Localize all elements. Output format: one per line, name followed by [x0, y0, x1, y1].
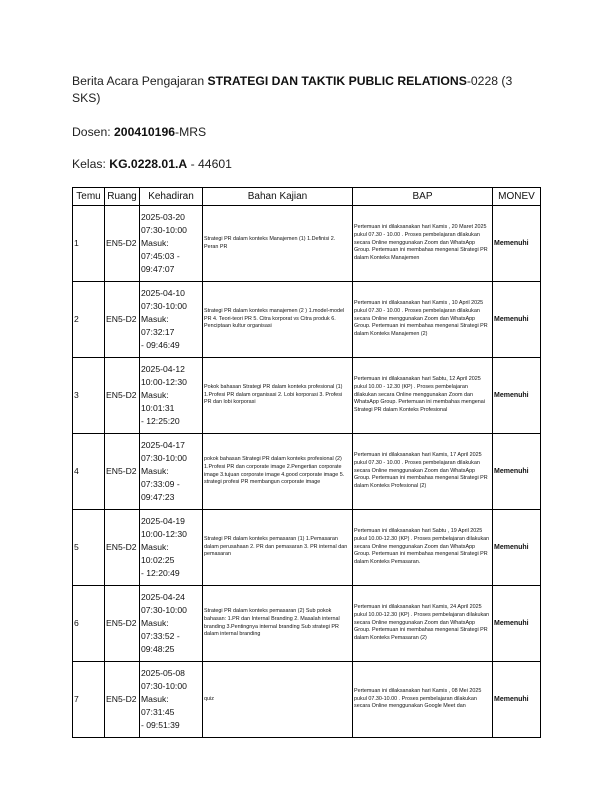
- temu-cell: 2: [73, 282, 105, 358]
- bahan-kajian-cell: quiz: [203, 662, 353, 738]
- kehadiran-line: 07:30-10:00: [141, 453, 187, 463]
- kehadiran-line: - 09:46:49: [141, 340, 180, 350]
- dosen-label: Dosen:: [72, 125, 115, 139]
- course-name: STRATEGI DAN TAKTIK PUBLIC RELATIONS: [207, 74, 467, 88]
- bap-cell: Pertemuan ini dilaksanakan hari Kamis , 08 Mei 2025 pukul 07.30-10.00 . Proses pembelajaran dilakukan secara Online menggunakan Google Meet dan: [353, 662, 493, 738]
- kehadiran-line: 10:00-12:30: [141, 377, 187, 387]
- table-row: [73, 206, 541, 282]
- temu-cell: 6: [73, 586, 105, 662]
- ruang-cell: EN5-D2: [105, 206, 140, 282]
- col-bap: BAP: [353, 188, 493, 206]
- kehadiran-cell: [140, 662, 203, 738]
- kelas-code: KG.0228.01.A: [109, 157, 188, 171]
- kehadiran-line: - 12:25:20: [141, 416, 180, 426]
- temu-cell: 7: [73, 662, 105, 738]
- kehadiran-cell: [140, 206, 203, 282]
- kehadiran-line: Masuk: 07:31:45: [141, 694, 175, 717]
- kehadiran-line: 2025-04-10: [141, 288, 185, 298]
- kehadiran-line: 07:30-10:00: [141, 301, 187, 311]
- kehadiran-line: 2025-03-20: [141, 212, 185, 222]
- ruang-cell: EN5-D2: [105, 358, 140, 434]
- kehadiran-line: Masuk: 07:32:17: [141, 314, 175, 337]
- ruang-cell: EN5-D2: [105, 282, 140, 358]
- monev-cell: Memenuhi: [493, 510, 541, 586]
- table-header-row: [73, 188, 541, 206]
- bahan-kajian-cell: Strategi PR dalam konteks pemasaran (2) Sub pokok bahasan: 1.PR dan Internal Branding 2. Masalah internal branding 3.Pentingnya internal branding Sub strategi PR dalam internal branding: [203, 586, 353, 662]
- bahan-kajian-cell: Strategi PR dalam konteks pemasaran (1) 1.Pemasaran dalam perusahaan 2. PR dan pemasaran 3. PR internal dan pemasaran: [203, 510, 353, 586]
- kehadiran-cell: [140, 434, 203, 510]
- monev-cell: Memenuhi: [493, 358, 541, 434]
- monev-cell: Memenuhi: [493, 434, 541, 510]
- kehadiran-cell: [140, 586, 203, 662]
- lecturer-line: [72, 124, 206, 141]
- page-title: [72, 73, 542, 107]
- bahan-kajian-cell: pokok bahasan Strategi PR dalam konteks profesional (2) 1.Profesi PR dan corporate image 2.Pengertian corporate image 3.tujuan corporate image 4.good corporate image 5. strategi profesi PR membangun corporate image: [203, 434, 353, 510]
- kehadiran-line: 07:30-10:00: [141, 681, 187, 691]
- ruang-cell: EN5-D2: [105, 434, 140, 510]
- kehadiran-line: 07:45:03 -: [141, 251, 180, 261]
- course-code: -0228 (3 SKS): [72, 74, 513, 105]
- monev-cell: Memenuhi: [493, 206, 541, 282]
- teaching-report-table: [72, 187, 541, 738]
- dosen-id: 200410196: [114, 125, 176, 139]
- kehadiran-line: Masuk: 10:01:31: [141, 390, 175, 413]
- kehadiran-line: 09:47:07: [141, 264, 175, 274]
- ruang-cell: EN5-D2: [105, 586, 140, 662]
- kelas-label: Kelas:: [72, 157, 110, 171]
- monev-cell: Memenuhi: [493, 282, 541, 358]
- bap-cell: Pertemuan ini dilaksanakan hari Sabtu , 19 April 2025 pukul 10.00-12.30 (KP) . Proses pembelajaran dilakukan secara Online menggunakan Zoom dan WhatsApp Group. Pertemuan ini membahas mengenai Strategi PR dalam Konteks Pemasaran.: [353, 510, 493, 586]
- kehadiran-line: Masuk: 10:02:25: [141, 542, 175, 565]
- bahan-kajian-cell: Strategi PR dalam konteks Manajemen (1) 1.Definisi 2. Peran PR: [203, 206, 353, 282]
- kehadiran-line: 09:48:25: [141, 644, 175, 654]
- kehadiran-line: 07:33:52 -: [141, 631, 180, 641]
- kehadiran-line: 2025-04-12: [141, 364, 185, 374]
- kehadiran-cell: [140, 282, 203, 358]
- kehadiran-line: Masuk:: [141, 238, 169, 248]
- kehadiran-line: 2025-04-19: [141, 516, 185, 526]
- kehadiran-cell: [140, 358, 203, 434]
- kehadiran-line: - 12:20:49: [141, 568, 180, 578]
- kehadiran-line: 2025-04-17: [141, 440, 185, 450]
- bap-cell: Pertemuan ini dilaksanakan hari Kamis, 17 April 2025 pukul 07.30 - 10.00 . Proses pembelajaran dilakukan secara Online menggunakan Zoom dan WhatsApp Group. Pertemuan ini membahas mengenai Strategi PR dalam Konteks Profesional (2): [353, 434, 493, 510]
- temu-cell: 5: [73, 510, 105, 586]
- col-kehadiran: Kehadiran: [140, 188, 203, 206]
- col-temu: Temu: [73, 188, 105, 206]
- kehadiran-line: 10:00-12:30: [141, 529, 187, 539]
- kehadiran-cell: [140, 510, 203, 586]
- kehadiran-line: 09:47:23: [141, 492, 175, 502]
- kehadiran-line: 07:33:09 -: [141, 479, 180, 489]
- table-row: [73, 358, 541, 434]
- monev-cell: Memenuhi: [493, 662, 541, 738]
- bap-cell: Pertemuan ini dilaksanakan hari Kamis, 24 April 2025 pukul 10.00-12.30 (KP) . Proses pembelajaran dilakukan secara Online menggunakan Zoom dan WhatsApp Group. Pertemuan ini membahas mengenai Strategi PR dalam Konteks Pemasaran (2): [353, 586, 493, 662]
- col-monev: MONEV: [493, 188, 541, 206]
- kehadiran-line: Masuk:: [141, 618, 169, 628]
- table-row: [73, 434, 541, 510]
- dosen-initials: -MRS: [175, 125, 207, 139]
- table-row: [73, 282, 541, 358]
- ruang-cell: EN5-D2: [105, 662, 140, 738]
- table-row: [73, 510, 541, 586]
- table-row: [73, 586, 541, 662]
- title-prefix: Berita Acara Pengajaran: [72, 74, 208, 88]
- bap-cell: Pertemuan ini dilaksanakan hari Kamis , 10 April 2025 pukul 07.30 - 10.00 . Proses pembelajaran dilakukan secara Online menggunakan Zoom dan WhatsApp Group. Pertemuan ini membahas mengenai Strategi PR dalam Konteks Manajemen (2): [353, 282, 493, 358]
- temu-cell: 3: [73, 358, 105, 434]
- temu-cell: 4: [73, 434, 105, 510]
- kehadiran-line: 07:30-10:00: [141, 605, 187, 615]
- bap-cell: Pertemuan ini dilaksanakan hari Sabtu, 12 April 2025 pukul 10.00 - 12.30 (KP) . Proses pembelajaran dilakukan secara Online menggunakan Zoom dan WhatsApp Group. Pertemuan ini membahas mengenai Strategi PR dalam Konteks Profesional: [353, 358, 493, 434]
- ruang-cell: EN5-D2: [105, 510, 140, 586]
- table-row: [73, 662, 541, 738]
- class-line: [72, 156, 232, 173]
- col-bahan-kajian: Bahan Kajian: [203, 188, 353, 206]
- col-ruang: Ruang: [105, 188, 140, 206]
- temu-cell: 1: [73, 206, 105, 282]
- kelas-number: - 44601: [187, 157, 232, 171]
- kehadiran-line: 2025-04-24: [141, 592, 185, 602]
- kehadiran-line: - 09:51:39: [141, 720, 180, 730]
- bahan-kajian-cell: Pokok bahasan Strategi PR dalam konteks profesional (1) 1.Profesi PR dalam organisasi 2. Lobi korporasi 3. Profesi PR dan lobi korporasi: [203, 358, 353, 434]
- kehadiran-line: Masuk:: [141, 466, 169, 476]
- bap-cell: Pertemuan ini dilaksanakan hari Kamis , 20 Maret 2025 pukul 07.30 - 10.00 . Proses pembelajaran dilakukan secara Online menggunakan Zoom dan WhatsApp Group. Pertemuan ini membahas mengenai Strategi PR dalam Konteks Manajemen: [353, 206, 493, 282]
- monev-cell: Memenuhi: [493, 586, 541, 662]
- kehadiran-line: 07:30-10:00: [141, 225, 187, 235]
- kehadiran-line: 2025-05-08: [141, 668, 185, 678]
- bahan-kajian-cell: Strategi PR dalam konteks manajemen (2 ) 1.model-model PR 4. Teori-teori PR 5. Citra korporat vs Citra produk 6. Penciptaan kultur organisasi: [203, 282, 353, 358]
